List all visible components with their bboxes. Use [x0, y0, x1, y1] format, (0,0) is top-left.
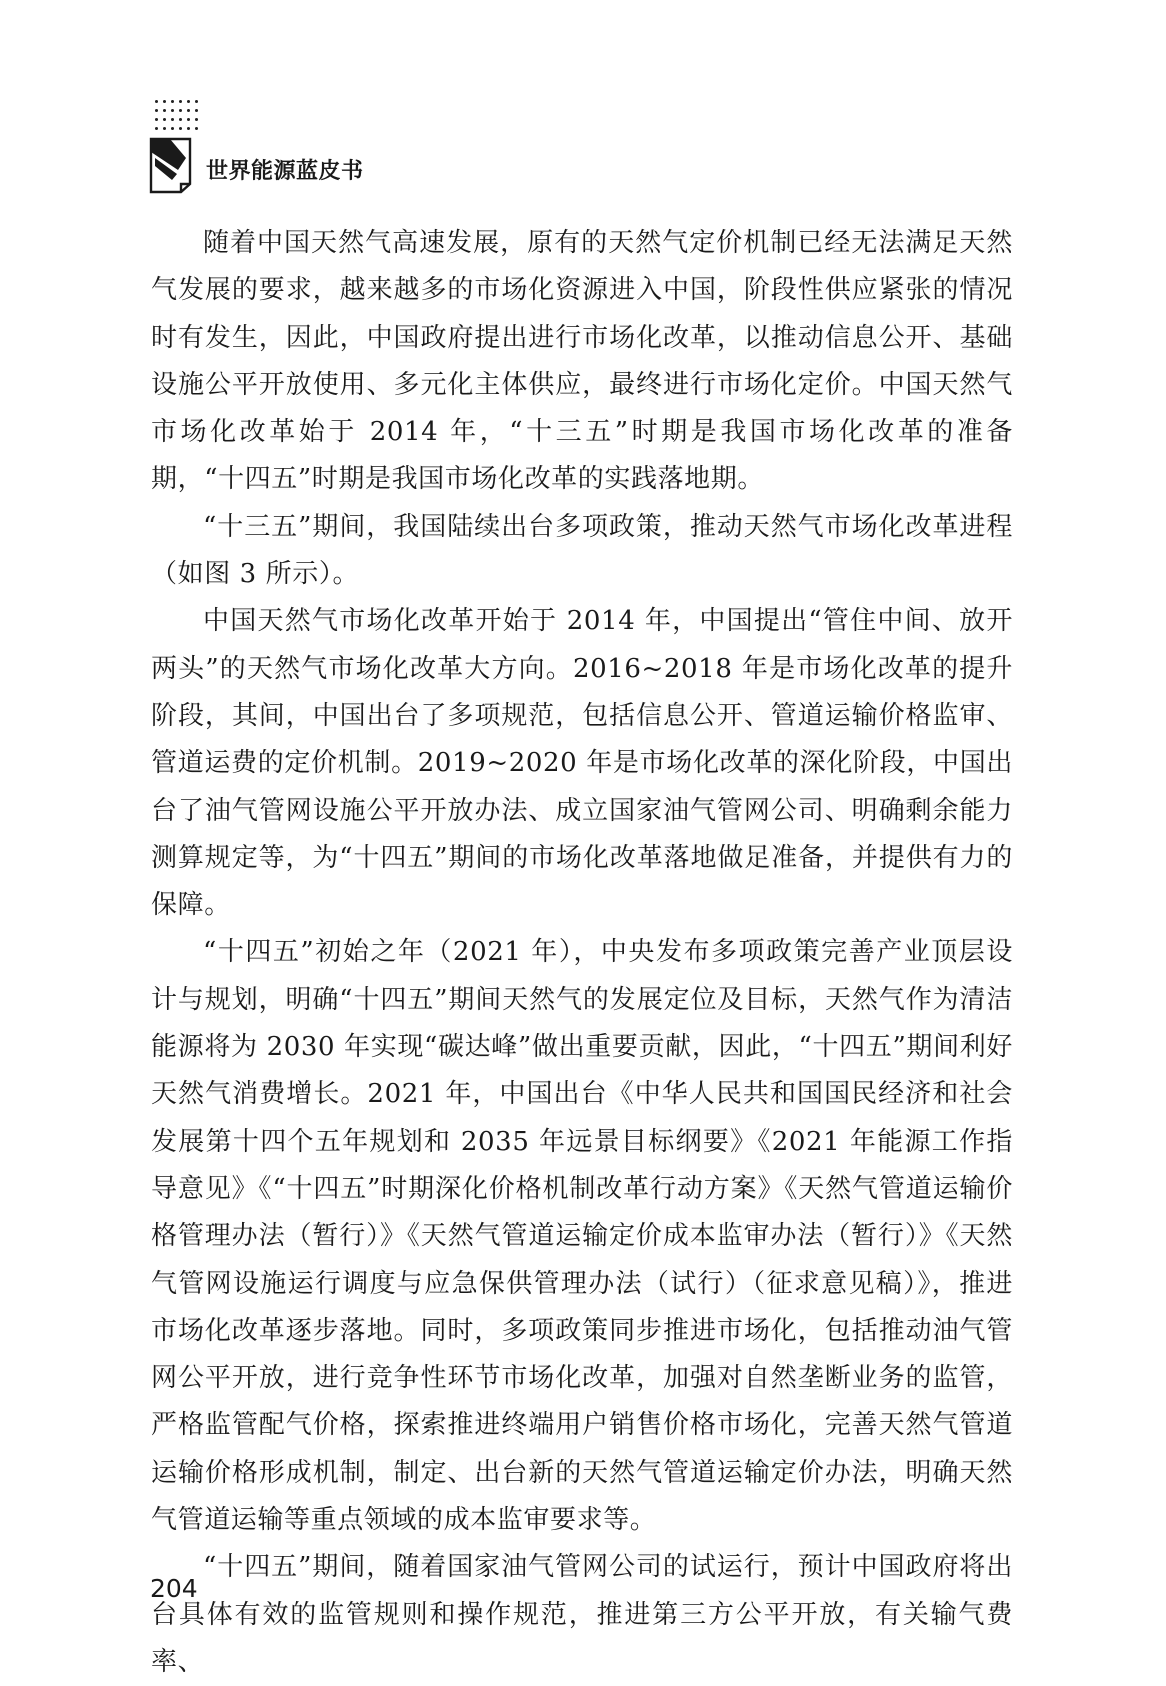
paragraph: “十四五”期间，随着国家油气管网公司的试运行，预计中国政府将出台具体有效的监管规则和操作规范，推进第三方公平开放，有关输气费率、	[151, 1552, 1013, 1677]
page-number: 204	[150, 1574, 198, 1603]
running-header	[148, 92, 448, 202]
body-text	[151, 220, 1013, 1686]
series-title: 世界能源蓝皮书	[206, 159, 364, 184]
paragraph: “十三五”期间，我国陆续出台多项政策，推动天然气市场化改革进程（如图 3 所示）。	[151, 511, 1013, 590]
paragraph: “十四五”初始之年（2021 年），中央发布多项政策完善产业顶层设计与规划，明确“十四五”期间天然气的发展定位及目标，天然气作为清洁能源将为 2030 年实现“碳达峰”做出重要贡献，因此，“十四五”期间利好天然气消费增长。2021 年，中国出台《中华人民共和国国民经济和社会发展第十四个五年规划和 2035 年远景目标纲要》《2021 年能源工作指导意见》《“十四五”时期深化价格机制改革行动方案》《天然气管道运输价格管理办法（暂行）》《天然气管道运输定价成本监审办法（暂行）》《天然气管网设施运行调度与应急保供管理办法（试行）（征求意见稿）》，推进市场化改革逐步落地。同时，多项政策同步推进市场化，包括推动油气管网公平开放，进行竞争性环节市场化改革，加强对自然垄断业务的监管，严格监管配气价格，探索推进终端用户销售价格市场化，完善天然气管道运输价格形成机制，制定、出台新的天然气管道运输定价办法，明确天然气管道运输等重点领域的成本监审要求等。	[151, 937, 1013, 1536]
paragraph: 中国天然气市场化改革开始于 2014 年，中国提出“管住中间、放开两头”的天然气市场化改革大方向。2016~2018 年是市场化改革的提升阶段，其间，中国出台了多项规范，包括信息公开、管道运输价格监审、管道运费的定价机制。2019~2020 年是市场化改革的深化阶段，中国出台了油气管网设施公平开放办法、成立国家油气管网公司、明确剩余能力测算规定等，为“十四五”期间的市场化改革落地做足准备，并提供有力的保障。	[151, 606, 1013, 921]
paragraph: 随着中国天然气高速发展，原有的天然气定价机制已经无法满足天然气发展的要求，越来越多的市场化资源进入中国，阶段性供应紧张的情况时有发生，因此，中国政府提出进行市场化改革，以推动信息公开、基础设施公平开放使用、多元化主体供应，最终进行市场化定价。中国天然气市场化改革始于 2014 年，“十三五”时期是我国市场化改革的准备期，“十四五”时期是我国市场化改革的实践落地期。	[151, 228, 1013, 495]
book-logo-icon	[148, 136, 196, 194]
dot-grid-ornament	[154, 98, 199, 131]
